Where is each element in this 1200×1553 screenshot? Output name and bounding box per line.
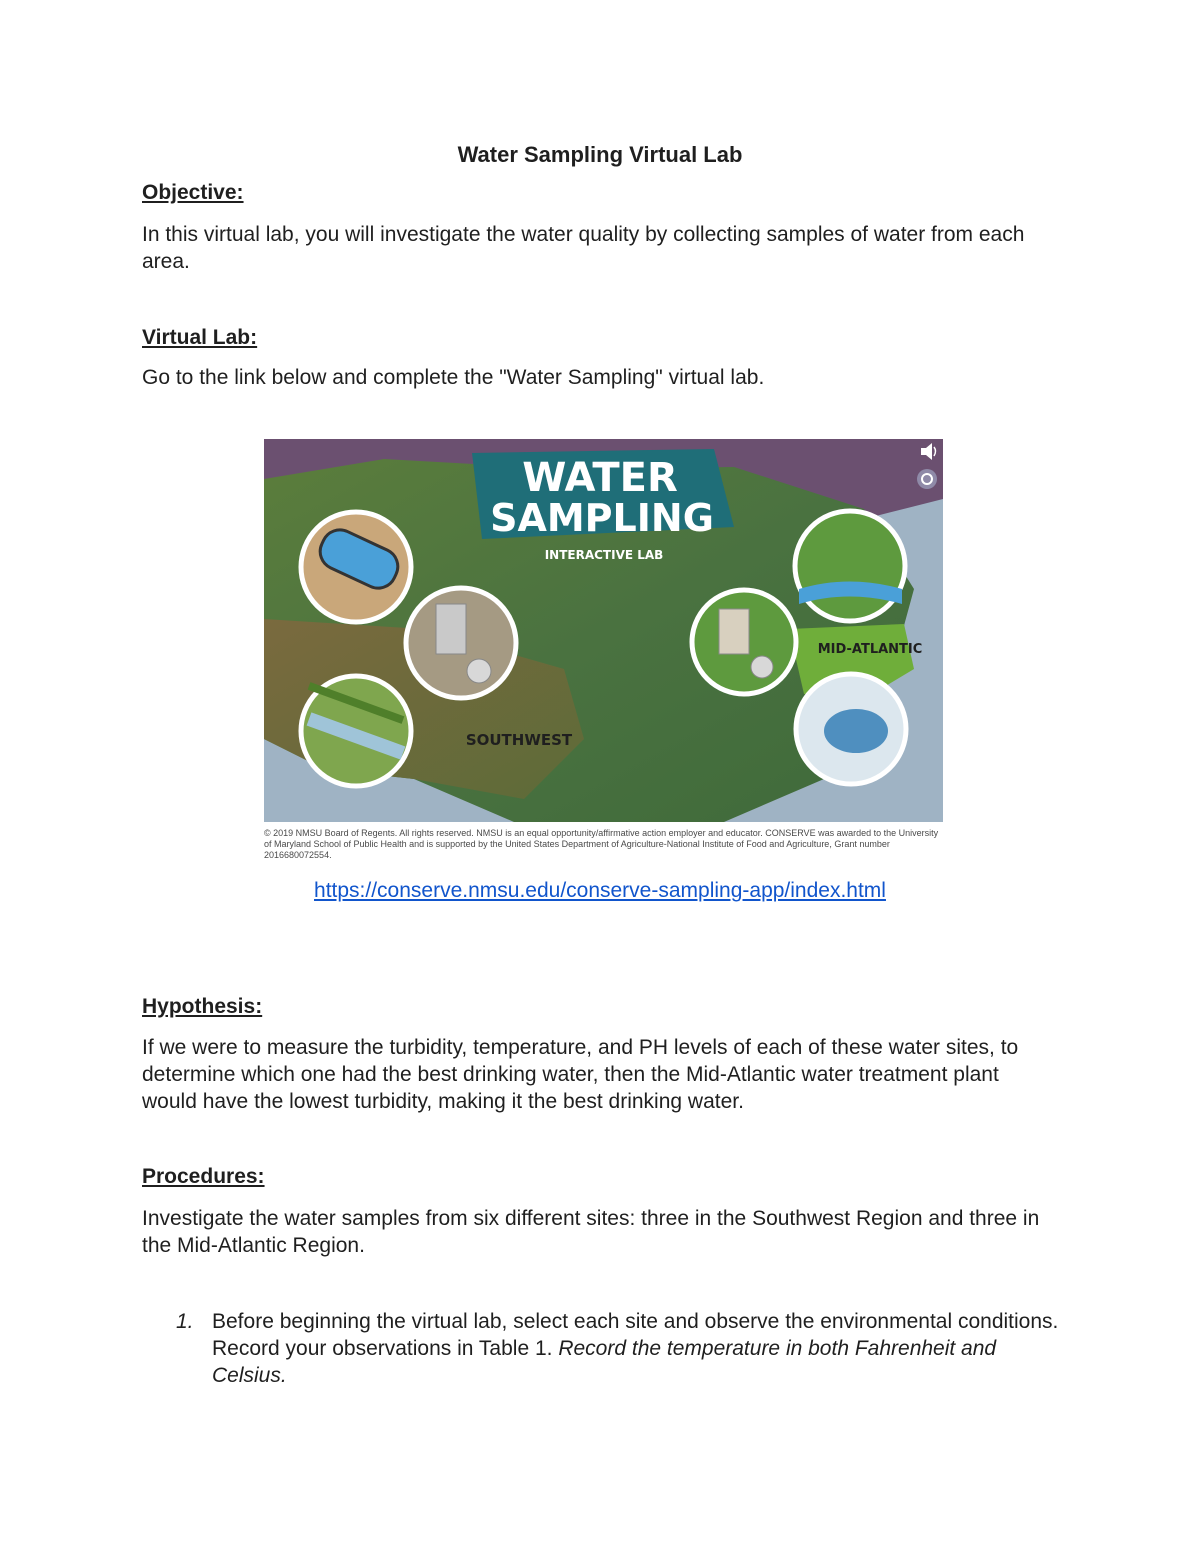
step-number: 1.	[176, 1310, 194, 1333]
ma-site-pond[interactable]	[796, 674, 906, 784]
figure-title-line1: WATER	[522, 455, 678, 501]
sw-site-canal[interactable]	[301, 676, 411, 786]
step-text: Before beginning the virtual lab, select each site and observe the environmental conditions. Record your observations in Table 1.	[212, 1310, 1059, 1360]
ma-site-river[interactable]	[795, 511, 905, 621]
midatlantic-label: MID-ATLANTIC	[817, 642, 923, 657]
procedures-text: Investigate the water samples from six different sites: three in the Southwest Region and three in the Mid-Atlantic Region.	[142, 1207, 1040, 1257]
figure-credit: © 2019 NMSU Board of Regents. All rights reserved. NMSU is an equal opportunity/affirmative action employer and educator. CONSERVE was awarded to the University of Maryland School of Public Health and is supported by the United States Department of Agriculture-National Institute of Food and Agriculture, Grant number 2016680072554.	[264, 828, 939, 860]
lab-map-illustration	[264, 439, 943, 822]
hypothesis-text: If we were to measure the turbidity, temperature, and PH levels of each of these water sites, to determine which one had the best drinking water, then the Mid-Atlantic water treatment plant would have the lowest turbidity, making it the best drinking water.	[142, 1036, 1019, 1113]
figure-subtitle: INTERACTIVE LAB	[544, 548, 664, 562]
objective-text: In this virtual lab, you will investigate the water quality by collecting samples of water from each area.	[142, 223, 1025, 273]
southwest-label: SOUTHWEST	[465, 731, 573, 749]
objective-heading: Objective:	[142, 181, 244, 204]
lab-link[interactable]: https://conserve.nmsu.edu/conserve-sampling-app/index.html	[314, 879, 886, 902]
document-title: Water Sampling Virtual Lab	[457, 142, 743, 167]
ma-site-treatment-plant[interactable]	[692, 590, 796, 694]
hypothesis-heading: Hypothesis:	[142, 995, 263, 1018]
virtual-lab-text: Go to the link below and complete the "Water Sampling" virtual lab.	[142, 366, 765, 389]
procedures-heading: Procedures:	[142, 1165, 265, 1188]
step-italic-text: Record the temperature in both Fahrenheit and Celsius.	[212, 1337, 997, 1387]
procedure-step-1	[176, 1308, 1076, 1389]
sw-site-treatment-plant[interactable]	[406, 588, 516, 698]
virtual-lab-heading: Virtual Lab:	[142, 326, 258, 349]
sw-site-reservoir[interactable]	[301, 512, 411, 622]
procedure-steps	[176, 1308, 1076, 1389]
settings-icon[interactable]	[917, 469, 937, 489]
figure-title-line2: SAMPLING	[490, 496, 714, 540]
water-sampling-screenshot	[264, 439, 943, 822]
